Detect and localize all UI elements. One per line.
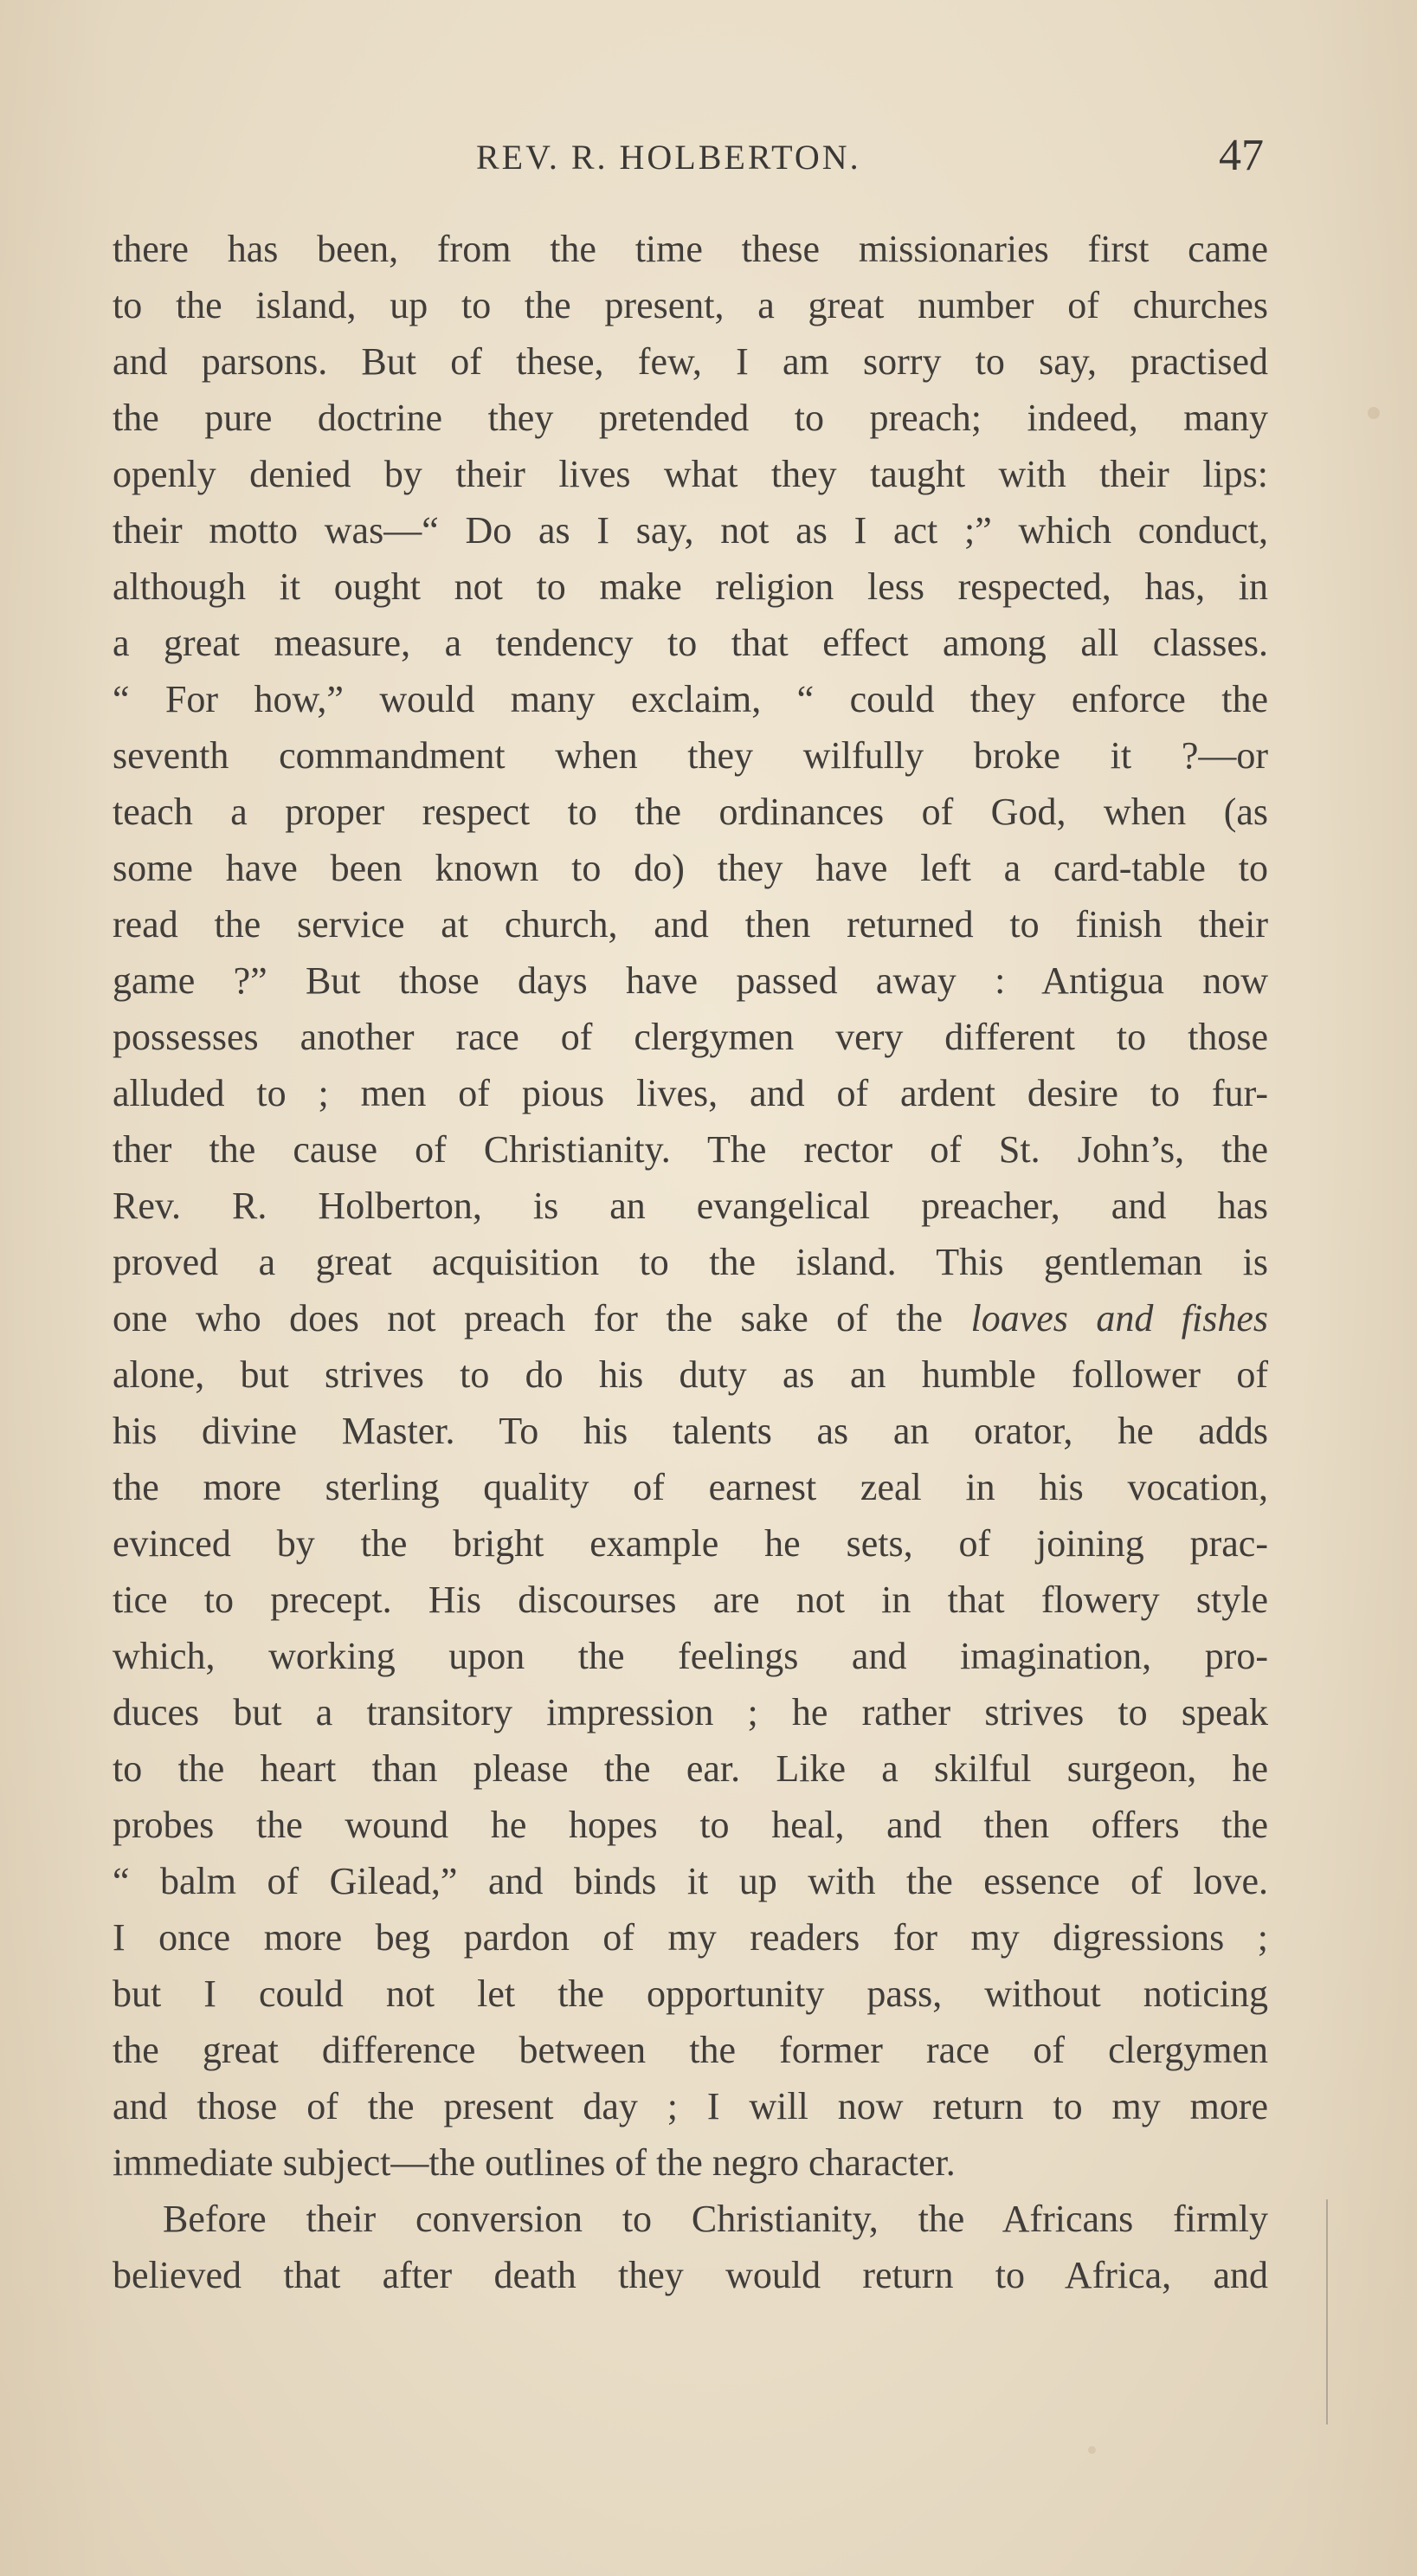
text-line: but I could not let the opportunity pass, without noticing [113,1972,1268,2015]
text-line: proved a great acquisition to the island. This gentleman is [113,1241,1268,1283]
text-line: the great difference between the former race of clergymen [113,2029,1268,2071]
text-line: evinced by the bright example he sets, of joining prac- [113,1522,1268,1565]
text-line: possesses another race of clergymen very different to those [113,1016,1268,1058]
text-line: probes the wound he hopes to heal, and then offers the [113,1804,1268,1846]
text-line: “ For how,” would many exclaim, “ could they enforce the [113,678,1268,720]
text-line: which, working upon the feelings and imagination, pro- [113,1635,1268,1677]
text-line: some have been known to do) they have left a card-table to [113,847,1268,889]
text-line: game ?” But those days have passed away : Antigua now [113,959,1268,1002]
text-line: I once more beg pardon of my readers for my digressions ; [113,1916,1268,1959]
text-line: to the island, up to the present, a great number of churches [113,284,1268,326]
running-head-title: REV. R. HOLBERTON. [476,138,861,177]
text-line: a great measure, a tendency to that effect among all classes. [113,622,1268,664]
text-line-paragraph-start: Before their conversion to Christianity, the Africans firmly [163,2198,1268,2240]
running-head [121,131,1264,197]
margin-mark [1326,2199,1328,2424]
text-line: and those of the present day ; I will now return to my more [113,2085,1268,2127]
text-line: and parsons. But of these, few, I am sorry to say, practised [113,340,1268,383]
text-line: believed that after death they would return to Africa, and [113,2254,1268,2296]
text-line: alone, but strives to do his duty as an humble follower of [113,1353,1268,1396]
text-line: ther the cause of Christianity. The rector of St. John’s, the [113,1128,1268,1171]
text-line: the more sterling quality of earnest zeal in his vocation, [113,1466,1268,1508]
text-line: there has been, from the time these missionaries first came [113,228,1268,270]
text-line: seventh commandment when they wilfully broke it ?—or [113,734,1268,777]
text-line-with-italic [113,1290,1268,1346]
paper-stain [1368,407,1380,419]
text-line: “ balm of Gilead,” and binds it up with the essence of love. [113,1860,1268,1902]
paper-stain [1088,2446,1096,2454]
text-line: their motto was—“ Do as I say, not as I act ;” which conduct, [113,509,1268,552]
italic-phrase: loaves and fishes [970,1297,1268,1340]
text-line: teach a proper respect to the ordinances of God, when (as [113,791,1268,833]
text-line: to the heart than please the ear. Like a skilful surgeon, he [113,1747,1268,1790]
text-line: Rev. R. Holberton, is an evangelical preacher, and has [113,1185,1268,1227]
text-line: tice to precept. His discourses are not in that flowery style [113,1579,1268,1621]
text-line: openly denied by their lives what they taught with their lips: [113,453,1268,495]
text-segment: one who does not preach for the sake of the [113,1297,944,1340]
text-line: his divine Master. To his talents as an orator, he adds [113,1410,1268,1452]
text-line: the pure doctrine they pretended to preach; indeed, many [113,397,1268,439]
text-line: read the service at church, and then returned to finish their [113,903,1268,946]
text-line: alluded to ; men of pious lives, and of ardent desire to fur- [113,1072,1268,1114]
text-line-paragraph-end: immediate subject—the outlines of the negro character. [113,2141,956,2184]
text-line: duces but a transitory impression ; he rather strives to speak [113,1691,1268,1733]
body-text [113,221,1268,2303]
text-line: although it ought not to make religion less respected, has, in [113,565,1268,608]
page-number: 47 [1219,131,1264,180]
